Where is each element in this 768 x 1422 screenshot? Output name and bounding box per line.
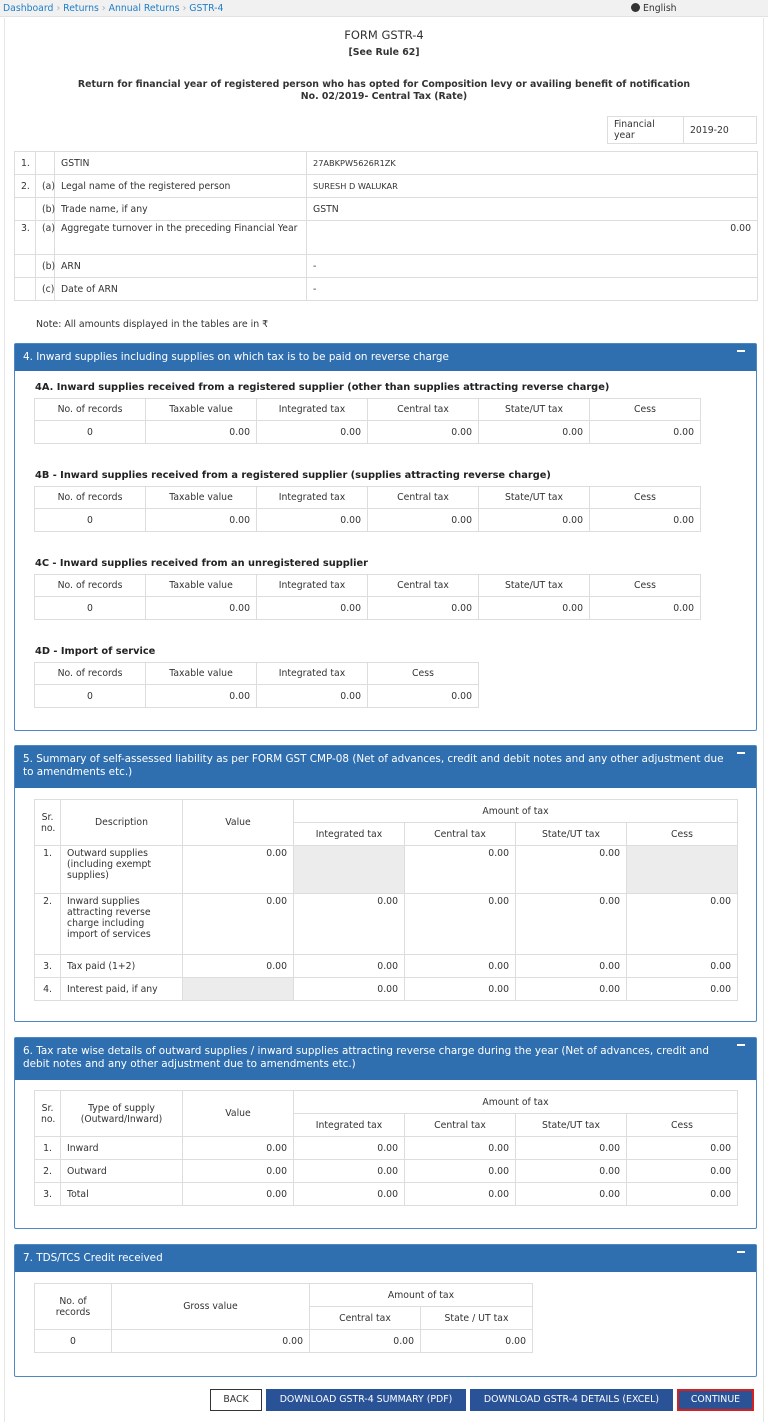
breadcrumb-returns[interactable]: Returns [63, 3, 99, 14]
details-row-arn-date [15, 278, 758, 301]
arn-date-value: - [307, 278, 758, 301]
cell: 0.00 [516, 1160, 627, 1183]
top-bar [0, 0, 768, 17]
breadcrumb-dashboard[interactable]: Dashboard [3, 3, 54, 14]
cell: 0.00 [405, 955, 516, 978]
form-description-line1: Return for financial year of registered person who has opted for Composition levy or availing benefit of notification [77, 79, 691, 90]
row-number: 2. [15, 175, 36, 198]
cell: 4. [35, 978, 61, 1001]
cell: 0.00 [405, 1160, 516, 1183]
table-4c [34, 574, 701, 620]
row-sub [36, 152, 55, 175]
back-button[interactable]: BACK [210, 1389, 262, 1411]
arn-value: - [307, 255, 758, 278]
col-state: State/UT tax [516, 1114, 627, 1137]
collapse-icon[interactable] [737, 1251, 745, 1253]
col-cess: Cess [368, 663, 479, 685]
col-records: No. of records [35, 575, 146, 597]
form-title: FORM GSTR-4 [344, 28, 424, 42]
row-label: GSTIN [55, 152, 307, 175]
cell: 0.00 [112, 1330, 310, 1353]
financial-year-table [607, 116, 757, 144]
cell: 0.00 [516, 846, 627, 894]
cell: 0.00 [146, 597, 257, 620]
download-summary-pdf-button[interactable]: DOWNLOAD GSTR-4 SUMMARY (PDF) [266, 1389, 466, 1411]
breadcrumb: Dashboard › Returns › Annual Returns › GSTR-4 [3, 3, 224, 14]
row-label: Legal name of the registered person [55, 175, 307, 198]
table-4d [34, 662, 479, 708]
cell: 0.00 [405, 1183, 516, 1206]
cell: Outward supplies (including exempt supplies) [61, 846, 183, 894]
row-number [15, 198, 36, 221]
section-4-header[interactable] [15, 344, 756, 371]
disabled-cell [183, 978, 294, 1001]
col-taxable: Taxable value [146, 575, 257, 597]
cell: 0 [35, 597, 146, 620]
col-integrated: Integrated tax [294, 823, 405, 846]
col-taxable: Taxable value [146, 399, 257, 421]
col-central: Central tax [405, 1114, 516, 1137]
row-label: ARN [55, 255, 307, 278]
col-amount: Amount of tax [294, 800, 738, 823]
cell: 0.00 [183, 955, 294, 978]
cell: 0.00 [257, 685, 368, 708]
cell: 0.00 [405, 1137, 516, 1160]
collapse-icon[interactable] [737, 350, 745, 352]
cell: 0.00 [590, 509, 701, 532]
table-row [35, 978, 738, 1001]
cell: 0.00 [479, 421, 590, 444]
col-type: Type of supply (Outward/Inward) [61, 1091, 183, 1137]
cell: 0.00 [183, 894, 294, 955]
cell: 0.00 [294, 1183, 405, 1206]
col-sr: Sr. no. [35, 800, 61, 846]
cell: Tax paid (1+2) [61, 955, 183, 978]
details-row-trade-name [15, 198, 758, 221]
col-integrated: Integrated tax [294, 1114, 405, 1137]
globe-icon [631, 3, 640, 12]
table-4d-header [35, 663, 479, 685]
turnover-value: 0.00 [307, 221, 758, 255]
cell: 0.00 [183, 1183, 294, 1206]
cell: 0.00 [627, 1183, 738, 1206]
collapse-icon[interactable] [737, 1044, 745, 1046]
cell: 2. [35, 1160, 61, 1183]
row-sub: (a) [36, 221, 55, 255]
col-integrated: Integrated tax [257, 487, 368, 509]
table-row [35, 509, 701, 532]
col-state: State/UT tax [479, 399, 590, 421]
col-cess: Cess [590, 399, 701, 421]
amounts-note: Note: All amounts displayed in the tables are in ₹ [36, 319, 269, 330]
table-6 [34, 1090, 738, 1206]
col-amount: Amount of tax [310, 1284, 533, 1307]
cell: 0.00 [590, 421, 701, 444]
row-number [15, 255, 36, 278]
details-row-arn [15, 255, 758, 278]
cell: 0.00 [368, 685, 479, 708]
cell: 0 [35, 1330, 112, 1353]
cell: 0 [35, 509, 146, 532]
col-integrated: Integrated tax [257, 399, 368, 421]
cell: 0 [35, 685, 146, 708]
row-sub: (c) [36, 278, 55, 301]
cell: 0.00 [257, 597, 368, 620]
row-number [15, 278, 36, 301]
cell: 0.00 [516, 955, 627, 978]
cell: 0.00 [421, 1330, 533, 1353]
taxpayer-details-table [14, 151, 758, 301]
cell: 0.00 [516, 1137, 627, 1160]
cell: 0.00 [183, 1137, 294, 1160]
cell: Inward [61, 1137, 183, 1160]
col-state: State/UT tax [479, 575, 590, 597]
cell: 1. [35, 846, 61, 894]
col-central: Central tax [368, 399, 479, 421]
disabled-cell [627, 846, 738, 894]
details-row-turnover [15, 221, 758, 255]
col-taxable: Taxable value [146, 663, 257, 685]
col-central: Central tax [405, 823, 516, 846]
cell: 0.00 [516, 1183, 627, 1206]
cell: 0.00 [627, 1160, 738, 1183]
cell: 0.00 [590, 597, 701, 620]
row-sub: (b) [36, 198, 55, 221]
cell: 0.00 [183, 1160, 294, 1183]
col-records: No. of records [35, 1284, 112, 1330]
cell: 0.00 [627, 955, 738, 978]
cell: 2. [35, 894, 61, 955]
cell: 0.00 [516, 894, 627, 955]
cell: 0.00 [368, 597, 479, 620]
col-state: State/UT tax [479, 487, 590, 509]
col-cess: Cess [590, 487, 701, 509]
row-label: Trade name, if any [55, 198, 307, 221]
download-details-excel-button[interactable]: DOWNLOAD GSTR-4 DETAILS (EXCEL) [470, 1389, 673, 1411]
legal-name-value: SURESH D WALUKAR [307, 175, 758, 198]
cell: 0.00 [146, 685, 257, 708]
section-5-title: 5. Summary of self-assessed liability as per FORM GST CMP-08 (Net of advances, credit and debit notes and any other adjustment due to amendments etc.) [23, 753, 724, 778]
table-5-header [35, 800, 738, 823]
table-4a [34, 398, 701, 444]
cell: 3. [35, 955, 61, 978]
cell: 0.00 [294, 1137, 405, 1160]
cell: 0.00 [368, 421, 479, 444]
cell: Outward [61, 1160, 183, 1183]
details-row-gstin [15, 152, 758, 175]
gstin-value: 27ABKPW5626R1ZK [307, 152, 758, 175]
row-label: Date of ARN [55, 278, 307, 301]
cell: 1. [35, 1137, 61, 1160]
col-amount: Amount of tax [294, 1091, 738, 1114]
cell: 0.00 [405, 894, 516, 955]
cell: 0.00 [479, 597, 590, 620]
table-4b-header [35, 487, 701, 509]
cell: 0.00 [183, 846, 294, 894]
disabled-cell [294, 846, 405, 894]
row-number: 1. [15, 152, 36, 175]
table-row [35, 685, 479, 708]
col-gross: Gross value [112, 1284, 310, 1330]
cell: 0.00 [146, 421, 257, 444]
cell: 0.00 [516, 978, 627, 1001]
col-central: Central tax [368, 575, 479, 597]
cell: 3. [35, 1183, 61, 1206]
table-5 [34, 799, 738, 1001]
cell: 0.00 [257, 421, 368, 444]
table-7-header [35, 1284, 533, 1307]
cell: 0.00 [310, 1330, 421, 1353]
table-row [35, 1330, 533, 1353]
col-sr: Sr. no. [35, 1091, 61, 1137]
cell: 0.00 [405, 846, 516, 894]
section-4-title: 4. Inward supplies including supplies on which tax is to be paid on reverse charge [23, 351, 449, 363]
table-row [35, 894, 738, 955]
col-cess: Cess [627, 1114, 738, 1137]
table-row [35, 1183, 738, 1206]
section-6-header[interactable] [15, 1038, 756, 1080]
cell: 0.00 [479, 509, 590, 532]
cell: Inward supplies attracting reverse charge including import of services [61, 894, 183, 955]
table-4c-title: 4C - Inward supplies received from an unregistered supplier [35, 558, 368, 569]
cell: 0.00 [294, 1160, 405, 1183]
col-integrated: Integrated tax [257, 663, 368, 685]
trade-name-value: GSTN [307, 198, 758, 221]
col-central: Central tax [310, 1307, 421, 1330]
table-7 [34, 1283, 533, 1353]
cell: 0.00 [405, 978, 516, 1001]
financial-year-label: Financial year [608, 117, 684, 144]
table-4b-title: 4B - Inward supplies received from a registered supplier (supplies attracting reverse charge) [35, 470, 551, 481]
section-6-title: 6. Tax rate wise details of outward supplies / inward supplies attracting reverse charge during the year (Net of advances, credit and debit notes and any other adjustment due to amendments etc.) [23, 1045, 709, 1070]
table-row [35, 421, 701, 444]
language-label: English [643, 3, 677, 14]
col-state: State / UT tax [421, 1307, 533, 1330]
table-4a-title: 4A. Inward supplies received from a registered supplier (other than supplies attracting reverse charge) [35, 382, 610, 393]
section-7-title: 7. TDS/TCS Credit received [23, 1252, 163, 1264]
table-row [35, 597, 701, 620]
table-row [35, 846, 738, 894]
col-records: No. of records [35, 399, 146, 421]
cell: 0.00 [294, 894, 405, 955]
cell: 0.00 [627, 978, 738, 1001]
table-4b [34, 486, 701, 532]
col-taxable: Taxable value [146, 487, 257, 509]
cell: 0.00 [294, 955, 405, 978]
collapse-icon[interactable] [737, 752, 745, 754]
table-4a-header [35, 399, 701, 421]
cell: 0.00 [627, 894, 738, 955]
col-state: State/UT tax [516, 823, 627, 846]
breadcrumb-gstr4[interactable]: GSTR-4 [189, 3, 224, 14]
col-records: No. of records [35, 663, 146, 685]
table-4d-title: 4D - Import of service [35, 646, 156, 657]
col-integrated: Integrated tax [257, 575, 368, 597]
row-sub: (a) [36, 175, 55, 198]
table-row [35, 1160, 738, 1183]
table-row [35, 1137, 738, 1160]
continue-button[interactable]: CONTINUE [677, 1389, 754, 1411]
col-value: Value [183, 1091, 294, 1137]
col-description: Description [61, 800, 183, 846]
cell: 0.00 [368, 509, 479, 532]
row-number: 3. [15, 221, 36, 255]
cell: 0.00 [294, 978, 405, 1001]
row-sub: (b) [36, 255, 55, 278]
table-6-header [35, 1091, 738, 1114]
col-cess: Cess [627, 823, 738, 846]
form-rule: [See Rule 62] [348, 47, 420, 58]
col-value: Value [183, 800, 294, 846]
section-5-header[interactable] [15, 746, 756, 788]
financial-year-value: 2019-20 [684, 117, 757, 144]
cell: 0.00 [627, 1137, 738, 1160]
row-label: Aggregate turnover in the preceding Financial Year [55, 221, 307, 255]
details-row-legal-name [15, 175, 758, 198]
cell: Interest paid, if any [61, 978, 183, 1001]
col-records: No. of records [35, 487, 146, 509]
cell: 0.00 [257, 509, 368, 532]
cell: 0 [35, 421, 146, 444]
cell: Total [61, 1183, 183, 1206]
col-central: Central tax [368, 487, 479, 509]
breadcrumb-annual-returns[interactable]: Annual Returns [108, 3, 180, 14]
cell: 0.00 [146, 509, 257, 532]
table-4c-header [35, 575, 701, 597]
table-row [35, 955, 738, 978]
form-description-line2: No. 02/2019- Central Tax (Rate) [300, 91, 468, 102]
language-selector[interactable] [631, 3, 677, 14]
section-7-header[interactable] [15, 1245, 756, 1272]
col-cess: Cess [590, 575, 701, 597]
